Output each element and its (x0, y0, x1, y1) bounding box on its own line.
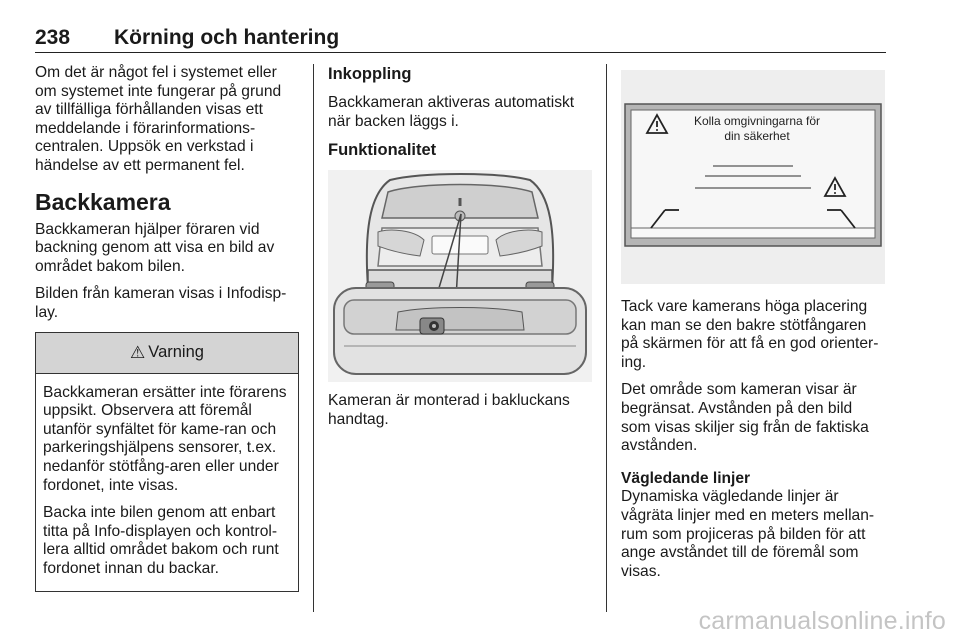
screen-message-line-1: Kolla omgivningarna för (693, 114, 821, 128)
warning-paragraph-1: Backkameran ersätter inte förarens uppsikt. Observera att föremål utanför synfältet för kame-ran och parkeringshjälpens sensorer, t.ex. nedanför stötfång-aren eller under fordonet, inte visas. (43, 383, 287, 494)
warning-triangle-icon: ⚠ (130, 342, 146, 362)
paragraph-infodisplay: Bilden från kameran visas i Infodisp-lay. (35, 285, 287, 321)
heading-funktionalitet: Funktionalitet (328, 141, 437, 160)
paragraph-backkamera-intro: Backkameran hjälper föraren vid backning genom att visa en bild av området bakom bilen. (35, 220, 275, 275)
image-caption: Kameran är monterad i bakluckans handtag. (328, 392, 570, 428)
paragraph-inkoppling: Backkameran aktiveras automatiskt när backen läggs i. (328, 94, 575, 130)
warning-paragraph-2: Backa inte bilen genom att enbart titta på Info-displayen och kontrol-lera alltid området bakom och runt fordonet innan du backar. (43, 504, 279, 577)
rear-camera-illustration (328, 170, 592, 382)
paragraph-vagledande-linjer: Dynamiska vägledande linjer är vågräta linjer med en meters mellan-rum som projiceras på bilden för att ange avståndet till de föremål som visas. (621, 488, 875, 580)
screen-message-line-2: din säkerhet (724, 129, 790, 143)
column-divider-2 (606, 64, 607, 612)
warning-title: Varning (148, 343, 204, 362)
subheading-vagledande-linjer: Vägledande linjer (621, 469, 751, 487)
warning-box (35, 332, 299, 593)
column-left (35, 64, 299, 592)
chapter-title: Körning och hantering (114, 26, 340, 49)
watermark: carmanualsonline.info (698, 607, 946, 635)
warning-header (36, 333, 298, 374)
column-right (621, 64, 885, 590)
paragraph-omrade: Det område som kameran visar är begränsat. Avstånden på den bild som visas skiljer sig från de faktiska avstånden. (621, 381, 869, 455)
camera-zoom-detail (334, 288, 586, 374)
warning-body (36, 374, 298, 592)
column-middle (328, 64, 592, 438)
camera-display-illustration (621, 70, 885, 284)
section-heading-backkamera: Backkamera (35, 188, 171, 215)
page-number: 238 (35, 26, 71, 49)
paragraph-placering: Tack vare kamerans höga placering kan man se den bakre stötfångaren på skärmen för att få en god orienter-ing. (621, 298, 879, 371)
column-divider-1 (313, 64, 314, 612)
page-header (35, 26, 886, 53)
heading-inkoppling: Inkoppling (328, 65, 412, 83)
intro-paragraph: Om det är något fel i systemet eller om systemet inte fungerar på grund av tillfälliga förhållanden visas ett meddelande i förarinformations-centralen. Uppsök en verkstad i händelse av ett permanent fel. (35, 64, 282, 174)
